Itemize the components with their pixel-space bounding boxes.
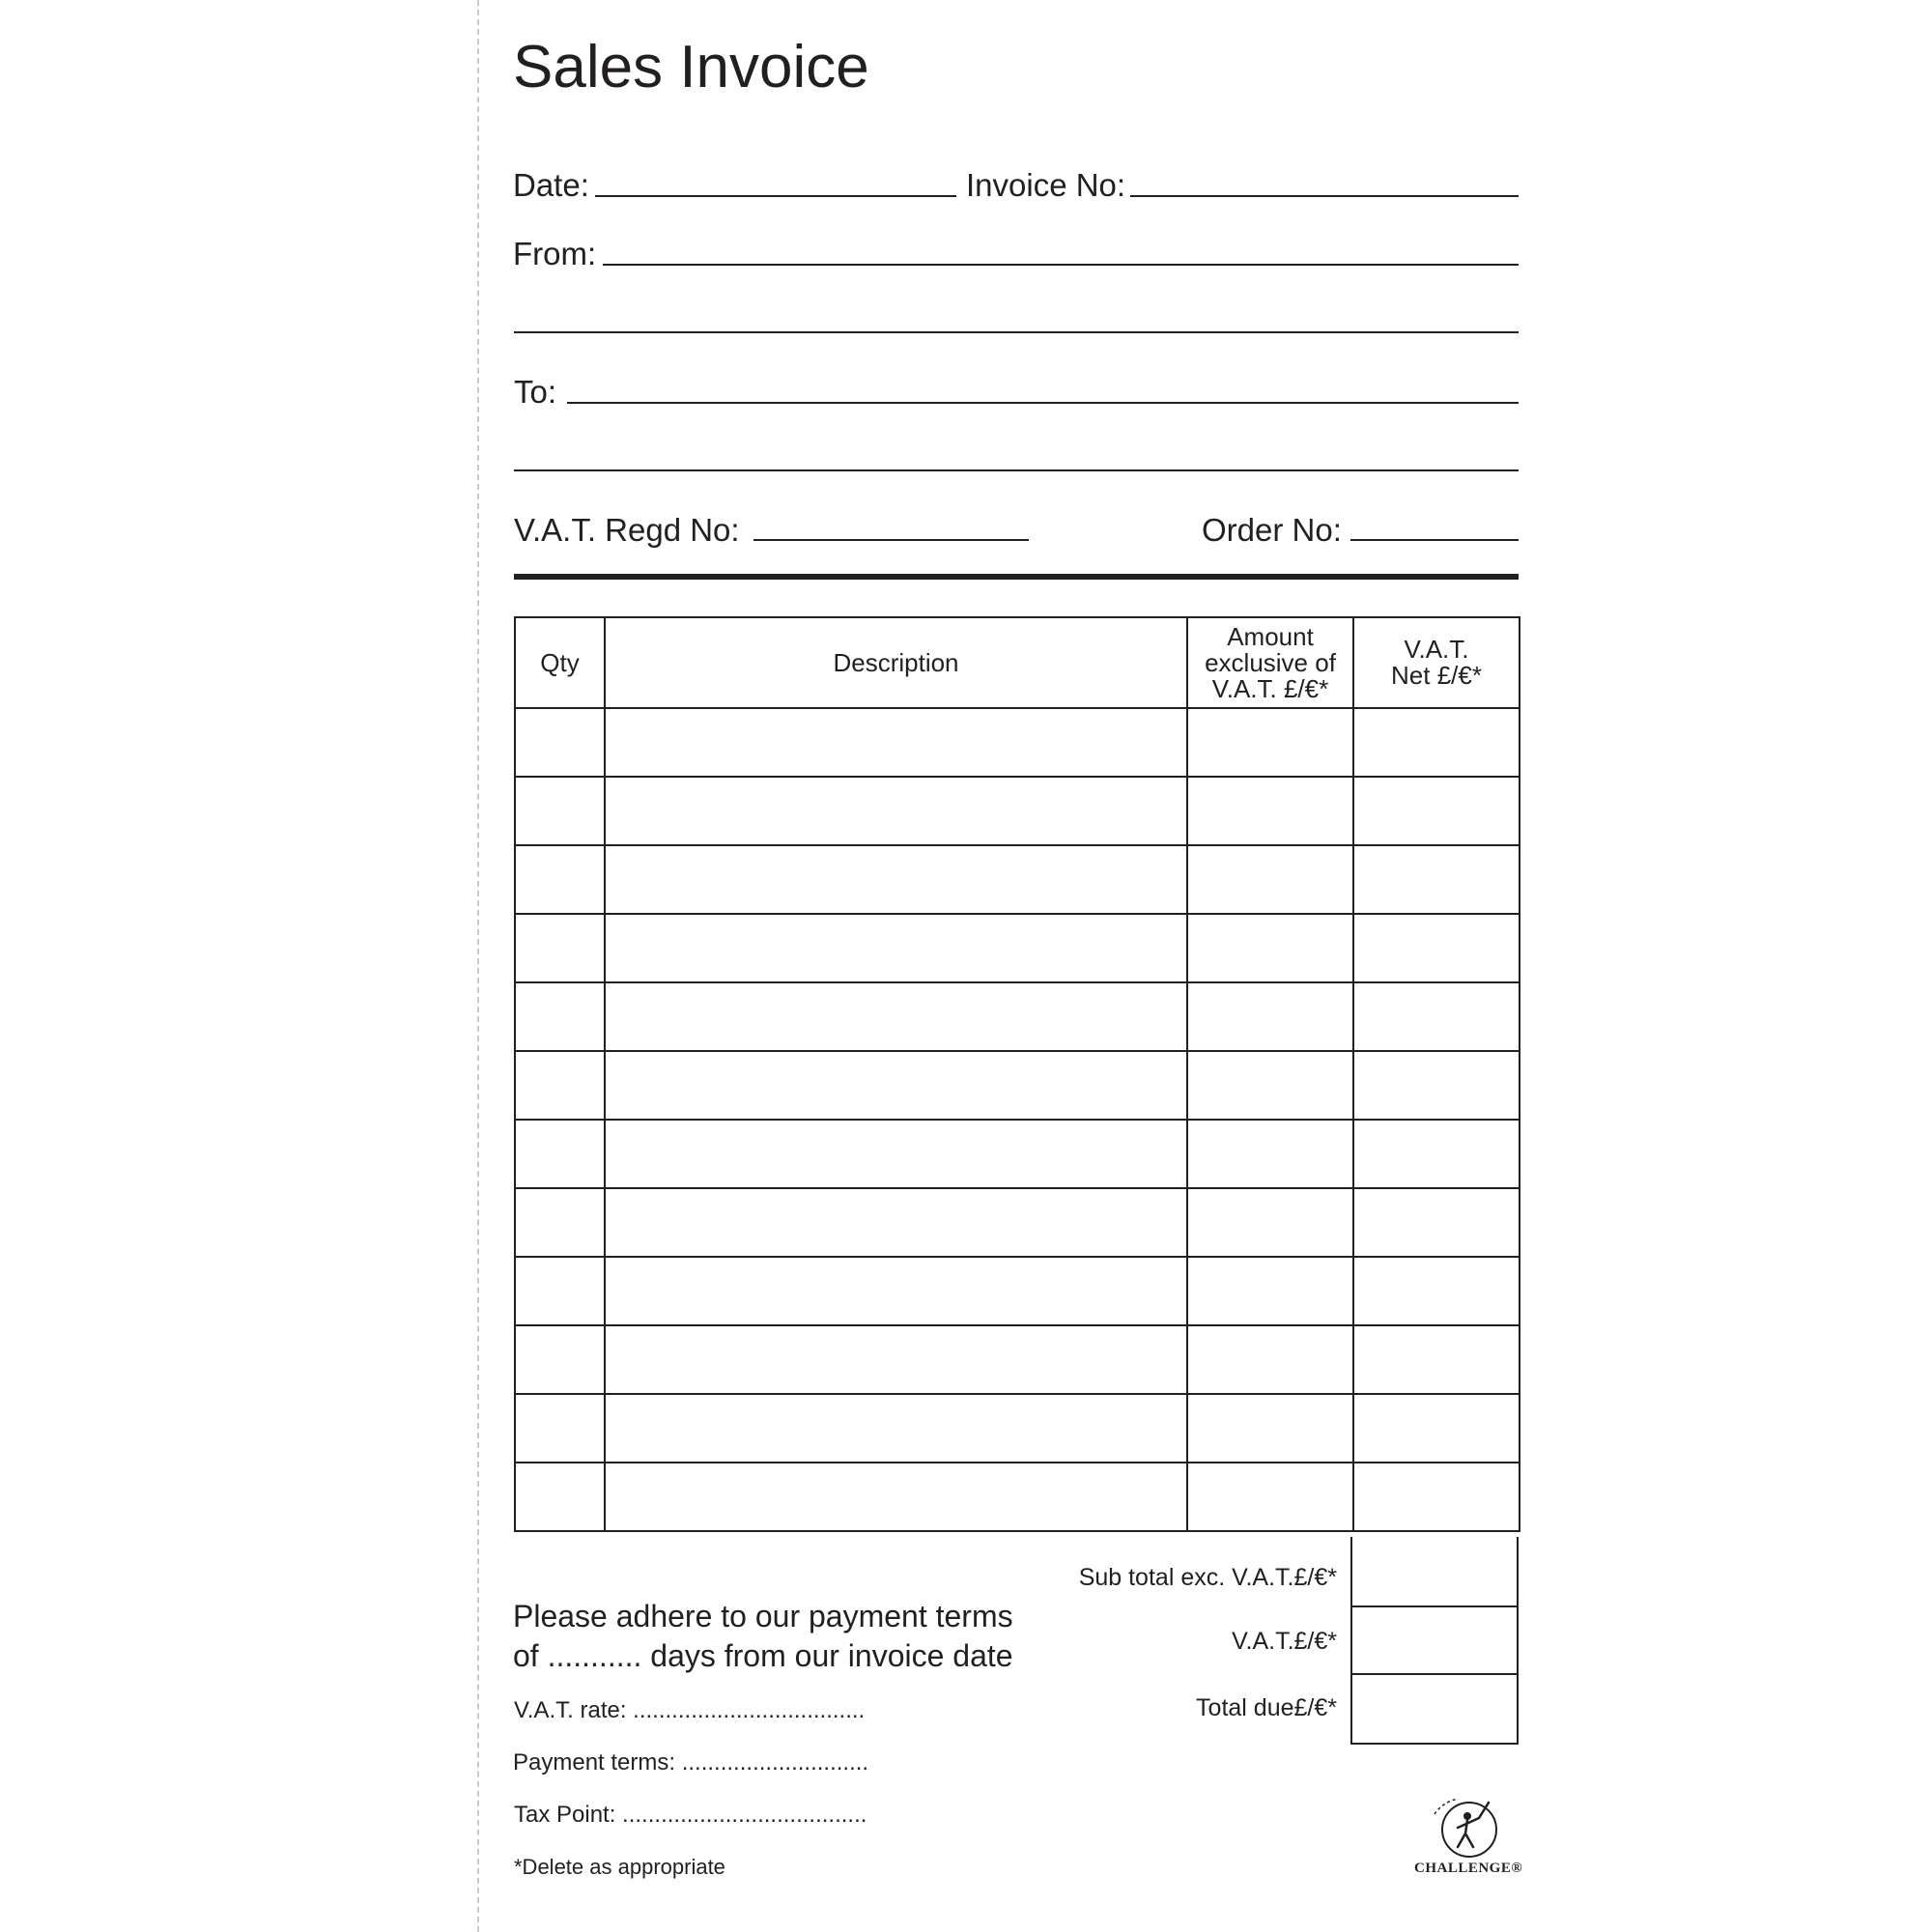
to-label: To: bbox=[514, 374, 557, 410]
header-divider bbox=[514, 574, 1519, 580]
qty-cell[interactable] bbox=[515, 982, 605, 1051]
vat-total-label: V.A.T.£/€* bbox=[1232, 1628, 1337, 1655]
perforation-line bbox=[477, 0, 479, 1932]
amount-cell[interactable] bbox=[1187, 708, 1353, 777]
vat-regd-label: V.A.T. Regd No: bbox=[514, 512, 740, 548]
amount-cell[interactable] bbox=[1187, 777, 1353, 845]
amount-cell[interactable] bbox=[1187, 1120, 1353, 1188]
order-no-field[interactable] bbox=[1350, 539, 1519, 541]
qty-cell[interactable] bbox=[515, 1325, 605, 1394]
vat-net-header-line2: Net £/€* bbox=[1391, 661, 1482, 690]
description-header: Description bbox=[605, 617, 1187, 708]
qty-cell[interactable] bbox=[515, 1120, 605, 1188]
table-row bbox=[515, 1120, 1520, 1188]
invoice-title: Sales Invoice bbox=[513, 34, 869, 100]
qty-cell[interactable] bbox=[515, 845, 605, 914]
description-cell[interactable] bbox=[605, 1463, 1187, 1531]
amount-header bbox=[1187, 617, 1353, 708]
footnote: *Delete as appropriate bbox=[514, 1855, 725, 1879]
amount-cell[interactable] bbox=[1187, 1188, 1353, 1257]
description-cell[interactable] bbox=[605, 914, 1187, 982]
vat-net-cell[interactable] bbox=[1353, 1394, 1520, 1463]
table-row bbox=[515, 777, 1520, 845]
vat-total-box[interactable] bbox=[1350, 1607, 1519, 1675]
challenge-knight-icon bbox=[1429, 1795, 1506, 1861]
payment-note bbox=[513, 1597, 1013, 1676]
qty-cell[interactable] bbox=[515, 1257, 605, 1325]
table-row bbox=[515, 1325, 1520, 1394]
vat-net-cell[interactable] bbox=[1353, 1325, 1520, 1394]
order-no-label: Order No: bbox=[1202, 512, 1342, 548]
vat-net-cell[interactable] bbox=[1353, 708, 1520, 777]
amount-cell[interactable] bbox=[1187, 1463, 1353, 1531]
invoice-no-field[interactable] bbox=[1130, 195, 1519, 197]
qty-cell[interactable] bbox=[515, 1188, 605, 1257]
table-row bbox=[515, 982, 1520, 1051]
qty-cell[interactable] bbox=[515, 1051, 605, 1120]
table-row bbox=[515, 914, 1520, 982]
amount-cell[interactable] bbox=[1187, 1394, 1353, 1463]
amount-cell[interactable] bbox=[1187, 845, 1353, 914]
vat-net-cell[interactable] bbox=[1353, 1257, 1520, 1325]
amount-cell[interactable] bbox=[1187, 1257, 1353, 1325]
total-due-label: Total due£/€* bbox=[1196, 1694, 1337, 1721]
to-field[interactable] bbox=[567, 402, 1519, 404]
vat-net-cell[interactable] bbox=[1353, 845, 1520, 914]
description-cell[interactable] bbox=[605, 1120, 1187, 1188]
table-row bbox=[515, 1188, 1520, 1257]
description-cell[interactable] bbox=[605, 1051, 1187, 1120]
vat-net-cell[interactable] bbox=[1353, 1051, 1520, 1120]
description-cell[interactable] bbox=[605, 982, 1187, 1051]
amount-cell[interactable] bbox=[1187, 914, 1353, 982]
total-due-box[interactable] bbox=[1350, 1675, 1519, 1745]
from-label: From: bbox=[513, 236, 597, 271]
qty-cell[interactable] bbox=[515, 777, 605, 845]
totals-boxes bbox=[1350, 1537, 1519, 1745]
tax-point-field[interactable]: Tax Point: ...................................... bbox=[514, 1802, 867, 1828]
date-field[interactable] bbox=[595, 195, 956, 197]
amount-header-line2: exclusive of bbox=[1205, 647, 1336, 677]
table-header-row bbox=[515, 617, 1520, 708]
vat-regd-field[interactable] bbox=[753, 539, 1029, 541]
vat-rate-field[interactable]: V.A.T. rate: .................................... bbox=[514, 1697, 866, 1723]
vat-net-cell[interactable] bbox=[1353, 777, 1520, 845]
table-row bbox=[515, 1257, 1520, 1325]
vat-net-header bbox=[1353, 617, 1520, 708]
amount-header-line3: V.A.T. £/€* bbox=[1211, 673, 1329, 703]
to-field-line2[interactable] bbox=[514, 469, 1519, 471]
challenge-logo bbox=[1414, 1795, 1523, 1884]
payment-terms-field[interactable]: Payment terms: ............................. bbox=[513, 1749, 869, 1776]
from-field-line2[interactable] bbox=[514, 331, 1519, 333]
qty-cell[interactable] bbox=[515, 914, 605, 982]
amount-header-line1: Amount bbox=[1227, 621, 1314, 651]
description-cell[interactable] bbox=[605, 1257, 1187, 1325]
amount-cell[interactable] bbox=[1187, 1325, 1353, 1394]
qty-header: Qty bbox=[515, 617, 605, 708]
logo-text: CHALLENGE® bbox=[1414, 1861, 1523, 1876]
description-cell[interactable] bbox=[605, 1188, 1187, 1257]
vat-net-cell[interactable] bbox=[1353, 914, 1520, 982]
table-row bbox=[515, 1394, 1520, 1463]
table-row bbox=[515, 1463, 1520, 1531]
description-cell[interactable] bbox=[605, 777, 1187, 845]
invoice-no-label: Invoice No: bbox=[966, 167, 1126, 203]
description-cell[interactable] bbox=[605, 1325, 1187, 1394]
amount-cell[interactable] bbox=[1187, 982, 1353, 1051]
table-row bbox=[515, 708, 1520, 777]
vat-net-header-line1: V.A.T. bbox=[1404, 635, 1469, 664]
qty-cell[interactable] bbox=[515, 1463, 605, 1531]
from-field[interactable] bbox=[603, 264, 1519, 266]
description-cell[interactable] bbox=[605, 708, 1187, 777]
subtotal-box[interactable] bbox=[1350, 1537, 1519, 1607]
table-row bbox=[515, 1051, 1520, 1120]
payment-note-line1: Please adhere to our payment terms bbox=[513, 1599, 1013, 1634]
qty-cell[interactable] bbox=[515, 708, 605, 777]
payment-note-line2: of ........... days from our invoice date bbox=[513, 1638, 1013, 1673]
table-row bbox=[515, 845, 1520, 914]
description-cell[interactable] bbox=[605, 1394, 1187, 1463]
vat-net-cell[interactable] bbox=[1353, 1463, 1520, 1531]
vat-net-cell[interactable] bbox=[1353, 982, 1520, 1051]
date-label: Date: bbox=[513, 167, 589, 203]
vat-net-cell[interactable] bbox=[1353, 1120, 1520, 1188]
subtotal-label: Sub total exc. V.A.T.£/€* bbox=[1078, 1564, 1337, 1591]
vat-net-cell[interactable] bbox=[1353, 1188, 1520, 1257]
items-table bbox=[514, 616, 1520, 1532]
description-cell[interactable] bbox=[605, 845, 1187, 914]
qty-cell[interactable] bbox=[515, 1394, 605, 1463]
amount-cell[interactable] bbox=[1187, 1051, 1353, 1120]
